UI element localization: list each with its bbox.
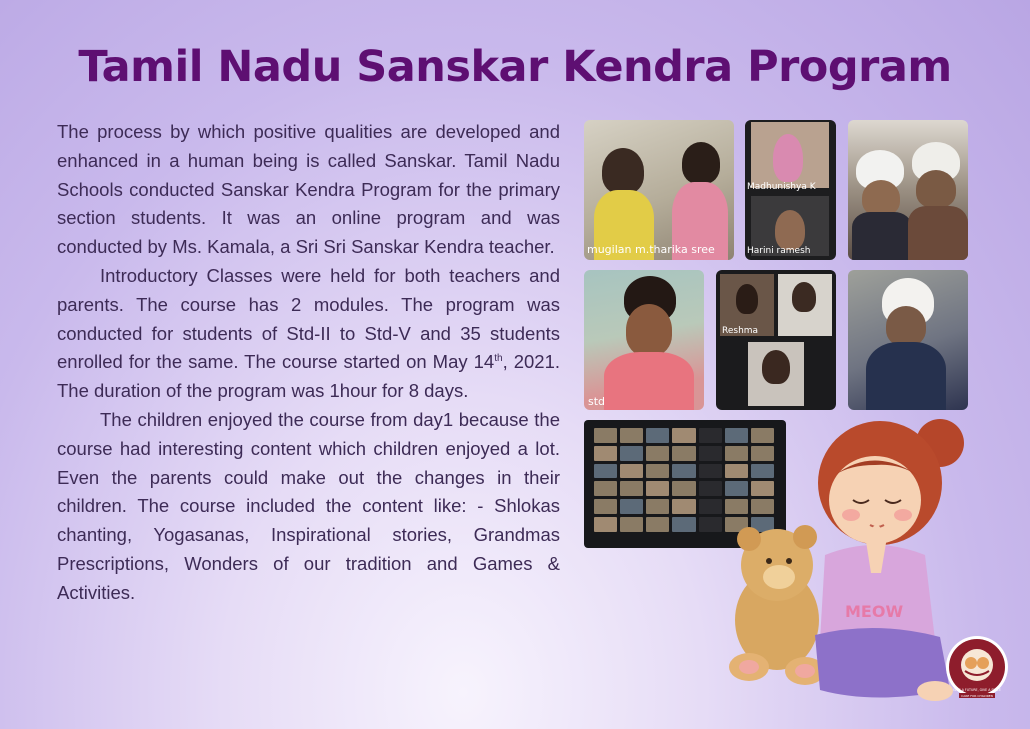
photo-boy-praying [848,270,968,410]
photo-caption-bottom: Harini ramesh [747,246,811,256]
photo-caption-top: Madhunishya K [747,182,816,192]
paragraph-course-text-1: Introductory Classes were held for both teachers and parents. The course has 2 modules. The program was conducted for students of Std-II to Std-V and 35 students enrolled for the same. The course started on May 14 [57,264,560,373]
photo-two-boys [848,120,968,260]
photo-two-children [584,120,734,260]
praying-girl-teddy-illustration [725,405,970,705]
svg-text:MEOW: MEOW [845,602,904,621]
logo-bottom-text: CARE FOR CHILDREN [961,694,993,698]
page-title: Tamil Nadu Sanskar Kendra Program [78,42,952,92]
body-text [57,118,560,608]
paragraph-intro: The process by which positive qualities are developed and enhanced in a human being is called Sanskar. Tamil Nadu Schools conducted Sanskar Kendra Program for the primary section students. It was an online program and was conducted by Ms. Kamala, a Sri Sri Sanskar Kendra teacher. [57,121,560,258]
paragraph-outcome: The children enjoyed the course from day1 because the course had interesting content which children enjoyed a lot. Even the parents could make out the changes in their children. The course included the content like: - Shlokas chanting, Yogasanas, Inspirational stories, Grandmas Prescriptions, Wonders of our tradition and Games & Activities. [57,408,560,603]
photo-video-gallery [716,270,836,410]
photo-caption-reshma: Reshma [722,326,759,336]
logo-ring-text: GIVE A FUTURE, GIVE A SMILE [953,688,1001,692]
photo-video-tiles-vertical [745,120,836,260]
date-superscript: th [494,353,503,365]
photo-caption-names: mugilan m.tharika sree [587,243,715,256]
paragraph-course-details [57,262,560,406]
organization-logo [945,635,1009,699]
photo-caption-std: std [588,395,606,408]
photo-girl-hands-cheeks [584,270,704,410]
paragraph-course-text-2: , 2021. The duration of the program was 1hour for 8 days. [57,351,560,402]
